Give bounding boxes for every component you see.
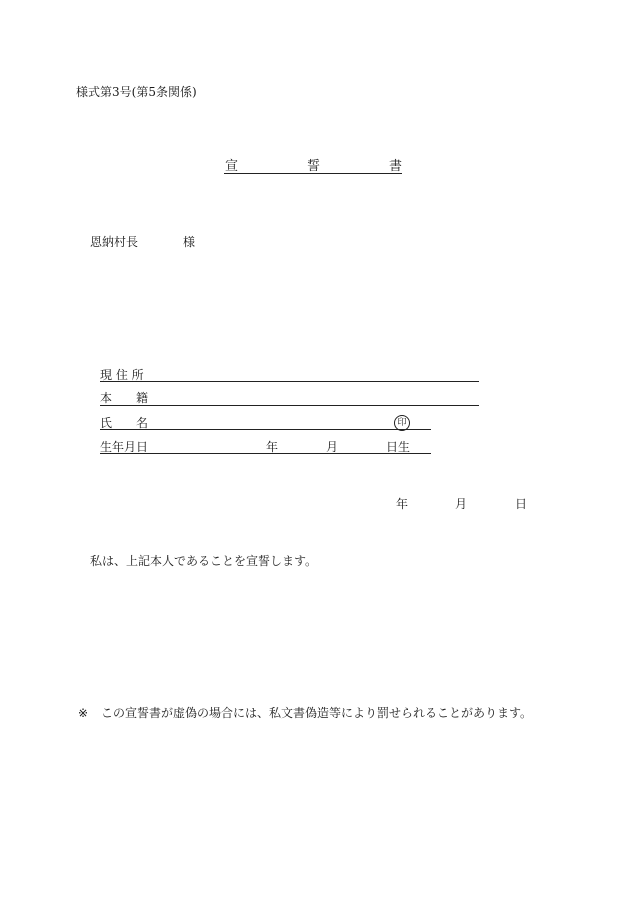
birth-day-unit: 日生 xyxy=(386,440,411,454)
addressee-name: 恩納村長 xyxy=(90,235,139,249)
name-label: 氏 名 xyxy=(100,416,149,430)
title-char-1: 宣 xyxy=(225,159,239,174)
birthdate-label: 生年月日 xyxy=(100,440,149,454)
title-char-2: 誓 xyxy=(307,159,321,174)
birth-month-unit: 月 xyxy=(326,440,339,454)
title-underline xyxy=(224,173,402,174)
address-line[interactable] xyxy=(100,381,479,382)
date-day-unit: 日 xyxy=(515,497,528,511)
note-text: この宣誓書が虚偽の場合には、私文書偽造等により罰せられることがあります。 xyxy=(101,706,533,720)
seal-mark: 印 xyxy=(394,415,410,431)
birth-year-unit: 年 xyxy=(266,440,279,454)
note-mark: ※ xyxy=(78,706,89,720)
birthdate-line[interactable] xyxy=(100,453,431,454)
domicile-line[interactable] xyxy=(100,405,479,406)
addressee-honorific: 様 xyxy=(183,235,196,249)
domicile-label: 本 籍 xyxy=(100,391,149,405)
declaration-text: 私は、上記本人であることを宣誓します。 xyxy=(90,554,318,568)
form-number: 様式第3号(第5条関係) xyxy=(76,85,197,99)
address-label: 現 住 所 xyxy=(100,368,144,382)
name-line[interactable] xyxy=(100,429,431,430)
title-char-3: 書 xyxy=(389,159,403,174)
date-year-unit: 年 xyxy=(396,497,409,511)
date-month-unit: 月 xyxy=(455,497,468,511)
